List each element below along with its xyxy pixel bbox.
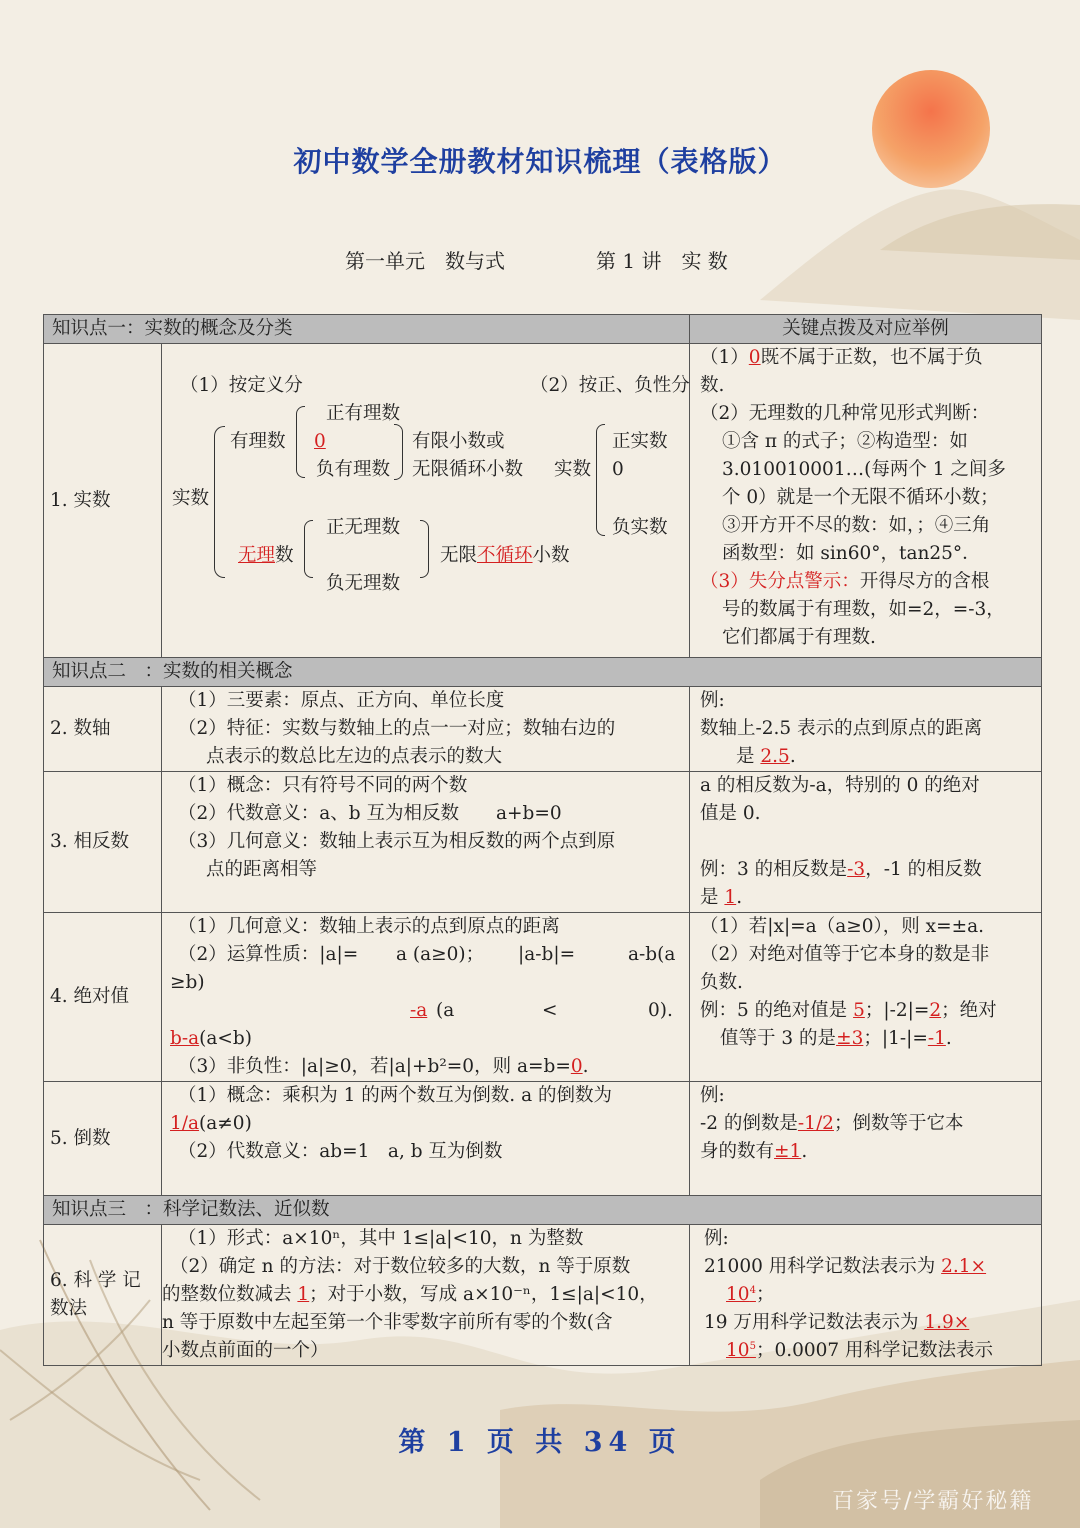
diagram-neg-real: 负实数 [612, 517, 668, 538]
knowledge-table [43, 314, 1042, 1366]
diagram-rational: 有理数 [230, 431, 286, 452]
row-label-absolute: 4. 绝对值 [44, 913, 162, 1082]
section1-header: 知识点一：实数的概念及分类 [44, 315, 690, 344]
diagram-neg-irrational: 负无理数 [326, 573, 401, 594]
reciprocal-example: 例: -2 的倒数是-1/2；倒数等于它本 身的数有±1. [690, 1082, 1042, 1196]
row-label-real-numbers: 1. 实数 [44, 344, 162, 658]
row-label-number-line: 2. 数轴 [44, 687, 162, 772]
diagram-real-2: 实数 [554, 459, 592, 480]
scientific-example: 例: 21000 用科学记数法表示为 2.1× $10^4$； 19 万用科学记数法表示为 1.9× $10^5$；0.0007 用科学记数法表示 [690, 1225, 1042, 1366]
opposite-example: a 的相反数为-a，特别的 0 的绝对 值是 0. 例：3 的相反数是-3，-1 的相反数 是 1. [690, 772, 1042, 913]
row-label-scientific: 6. 科 学 记数法 [44, 1225, 162, 1366]
diagram-sign-label: （2）按正、负性分 [530, 375, 690, 396]
diagram-irrational: 无理数 [238, 545, 294, 566]
diagram-zero: 0 [314, 431, 326, 452]
diagram-real: 实数 [172, 488, 210, 509]
page-title: 初中数学全册教材知识梳理（表格版） [293, 145, 787, 178]
scientific-content: （1）形式：a×10ⁿ，其中 1≤|a|<10，n 为整数 （2）确定 n 的方法：对于数位较多的大数，n 等于原数 的整数位数减去 1；对于小数，写成 a×10⁻ⁿ，1≤|a|<10， n 等于原数中左起至第一个非零数字前所有零的个数(含 小数点前面的一个） [162, 1225, 690, 1366]
notes-header: 关键点拨及对应举例 [690, 315, 1042, 344]
number-line-example: 例: 数轴上-2.5 表示的点到原点的距离 是 2.5. [690, 687, 1042, 772]
number-line-content: （1）三要素：原点、正方向、单位长度 （2）特征：实数与数轴上的点一一对应；数轴右边的 点表示的数总比左边的点表示的数大 [162, 687, 690, 772]
absolute-example: （1）若|x|=a（a≥0），则 x=±a. （2）对绝对值等于它本身的数是非 负数. 例：5 的绝对值是 5；|-2|=2；绝对 值等于 3 的是±3；|1-|=-1. [690, 913, 1042, 1082]
diagram-finite-decimal: 有限小数或 [412, 431, 505, 452]
section2-header: 知识点二 ：实数的相关概念 [44, 658, 1042, 687]
diagram-nonrepeating: 无限不循环小数 [440, 545, 570, 566]
real-number-notes: （1）0既不属于正数，也不属于负 数. （2）无理数的几种常见形式判断： ①含 π 的式子；②构造型：如 3.010010001…(每两个 1 之间多 个 0）就是一个无限不循环小数； ③开方开不尽的数：如，；④三角 函数型：如 sin60°，tan25°． （3）失分点警示：开得尽方的含根 号的数属于有理数，如=2，=-3， 它们都属于有理数. [690, 344, 1042, 658]
lecture-title: 第 1 讲 实 数 [596, 249, 728, 273]
opposite-content: （1）概念：只有符号不同的两个数 （2）代数意义：a、b 互为相反数 a+b=0 （3）几何意义：数轴上表示互为相反数的两个点到原 点的距离相等 [162, 772, 690, 913]
row-label-reciprocal: 5. 倒数 [44, 1082, 162, 1196]
diagram-neg-rational: 负有理数 [316, 459, 391, 480]
reciprocal-content: （1）概念：乘积为 1 的两个数互为倒数. a 的倒数为 1/a(a≠0) （2）代数意义：ab=1 a, b 互为倒数 [162, 1082, 690, 1196]
diagram-def-label: （1）按定义分 [180, 375, 303, 396]
diagram-pos-irrational: 正无理数 [326, 517, 401, 538]
diagram-zero-2: 0 [612, 459, 624, 480]
absolute-content: （1）几何意义：数轴上表示的点到原点的距离 （2）运算性质：|a|= a (a≥0)； |a-b|= a-b(a ≥b) -a (a < 0). b-a(a<b) （3）非负性：|a|≥0，若|a|+b²=0，则 a=b=0. [162, 913, 690, 1082]
diagram-pos-rational: 正有理数 [326, 403, 401, 424]
page-footer: 第 1 页 共 34 页 [398, 1427, 682, 1458]
row-label-opposite: 3. 相反数 [44, 772, 162, 913]
classification-diagram [162, 344, 690, 658]
section3-header: 知识点三 ：科学记数法、近似数 [44, 1196, 1042, 1225]
diagram-repeating-decimal: 无限循环小数 [412, 459, 524, 480]
watermark: 百家号/学霸好秘籍 [832, 1489, 1034, 1514]
unit-title: 第一单元 数与式 [345, 249, 505, 273]
diagram-pos-real: 正实数 [612, 431, 668, 452]
